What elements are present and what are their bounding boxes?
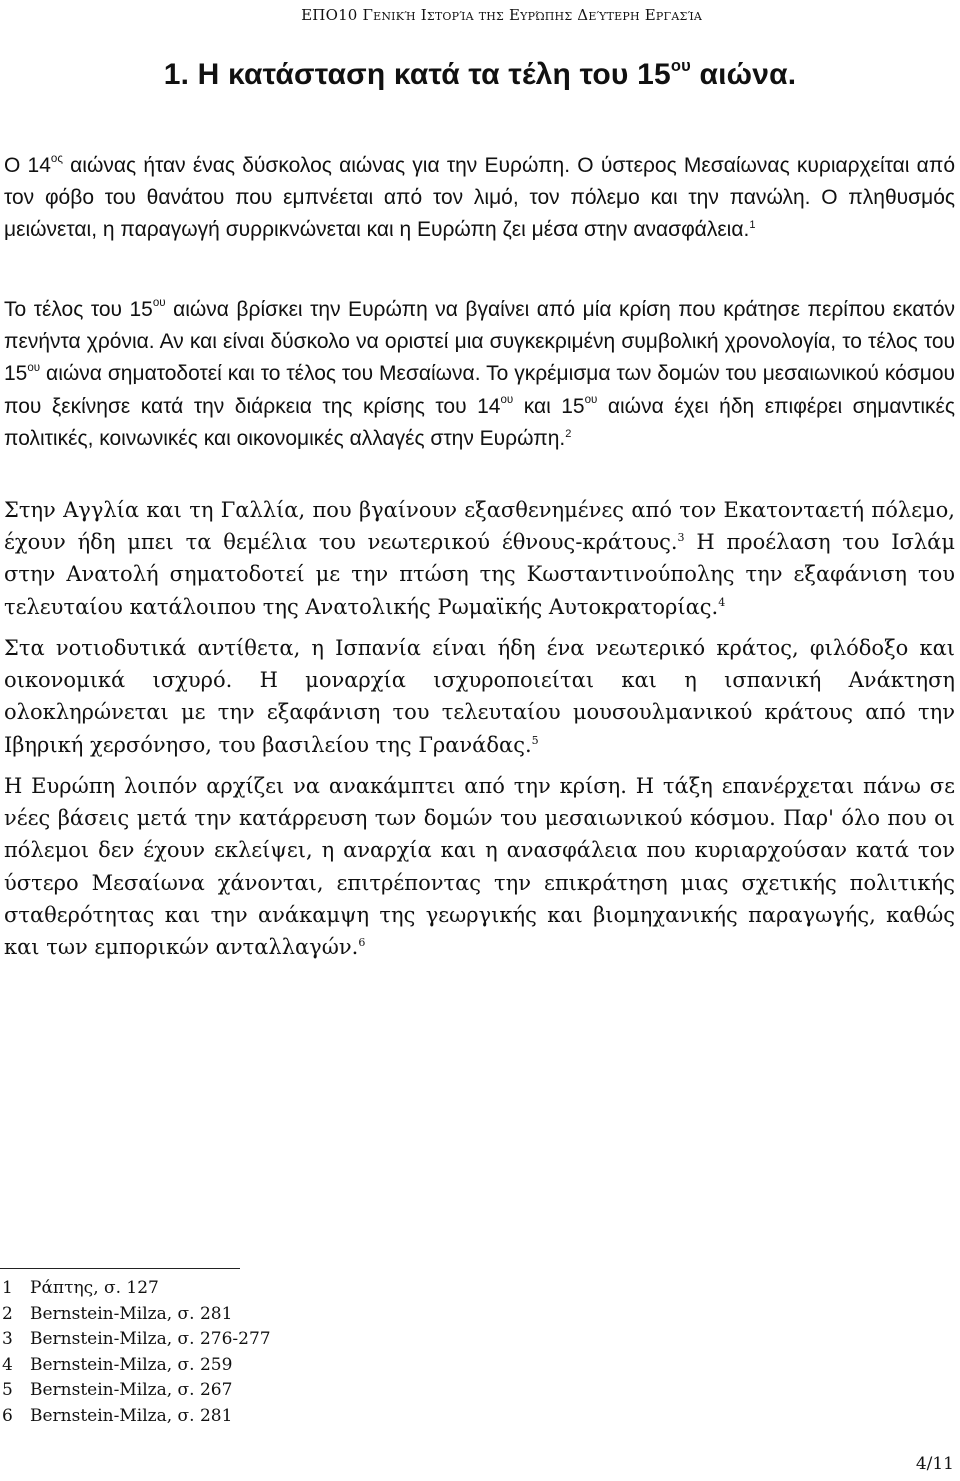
paragraph-1	[4, 150, 955, 247]
running-header: ΕΠΟ10 Γενική Ιστορία της Ευρώπης Δεύτερη Εργασία	[301, 6, 702, 24]
title-suffix: αιώνα.	[690, 58, 797, 91]
footnote-ref-6[interactable]: 6	[358, 936, 366, 950]
footnote-ref-5[interactable]: 5	[531, 733, 539, 747]
footnote-text: Bernstein-Milza, σ. 267	[30, 1380, 233, 1401]
p2-text-c: Αν και είναι δύσκολο να οριστεί μια συγκεκριμένη συμβολική χρονολογία, το τέλος του 15	[4, 330, 955, 386]
p5-text: Η Ευρώπη λοιπόν αρχίζει να ανακάμπτει από την κρίση. Η τάξη επανέρχεται πάνω σε νέες βάσεις μετά την κατάρρευση των δομών του μεσαιωνικού κόσμου. Παρ' όλο που οι πόλεμοι δεν έχουν εκλείψει, η αναρχία και η ανασφάλεια που κυριαρχούσαν κατά τον ύστερο Μεσαίωνα χάνονται, επιτρέποντας την επικράτηση μιας σχετικής πολιτικής σταθερότητας και την ανάκαμψη της γεωργικής και βιομηχανικής παραγωγής, καθώς και των εμπορικών ανταλλαγών.	[4, 774, 955, 960]
footnote-number: 3	[2, 1329, 13, 1350]
p2-superscript-c: ου	[27, 361, 41, 374]
footnote-ref-2[interactable]: 2	[565, 427, 572, 440]
footnote-number: 4	[2, 1354, 13, 1375]
footnotes-list	[2, 1276, 271, 1430]
p2-text-e: και 15	[513, 394, 585, 418]
footnote-number: 5	[2, 1380, 13, 1401]
footnote-item	[2, 1276, 271, 1302]
paragraph-4	[4, 632, 955, 761]
footnote-item	[2, 1404, 271, 1430]
page-number: 4/11	[915, 1454, 954, 1474]
footnote-item	[2, 1327, 271, 1353]
p2-text-d: αιώνα σηματοδοτεί και το τέλος του Μεσαίωνα. Το γκρέμισμα των δομών του μεσαιωνικού κόσμου που ξεκίνησε κατά την διάρκεια της κρίσης του 14	[4, 362, 955, 418]
paragraph-2	[4, 294, 955, 455]
title-superscript: ου	[670, 56, 691, 75]
footnote-ref-4[interactable]: 4	[718, 595, 726, 609]
footnote-item	[2, 1353, 271, 1379]
p2-text-f: αιώνα έχει ήδη επιφέρει σημαντικές πολιτικές, κοινωνικές και οικονομικές αλλαγές στην Ευρώπη.	[4, 394, 955, 450]
title-prefix: 1. Η κατάσταση κατά τα τέλη του 15	[163, 58, 671, 91]
footnote-text: Bernstein-Milza, σ. 281	[30, 1303, 233, 1324]
p2-superscript-d: ου	[500, 393, 514, 406]
paragraph-3	[4, 494, 955, 623]
p3-text-b: Η προέλαση του Ισλάμ στην Ανατολή σηματοδοτεί με την πτώση της Κωσταντινούπολης την εξαφάνιση του τελευταίου κατάλοιπου της Ανατολικής Ρωμαϊκής Αυτοκρατορίας.	[4, 530, 955, 619]
footnote-text: Ράπτης, σ. 127	[30, 1278, 159, 1298]
footnote-text: Bernstein-Milza, σ. 281	[30, 1405, 233, 1426]
footnote-number: 1	[2, 1278, 13, 1298]
p2-text-b: αιώνα βρίσκει την Ευρώπη να βγαίνει από μία κρίση που κράτησε περίπου εκατόν πενήντα χρόνια.	[4, 298, 955, 354]
p2-superscript-a: ου	[152, 297, 166, 310]
footnote-number: 2	[2, 1303, 13, 1324]
footnote-text: Bernstein-Milza, σ. 259	[30, 1354, 233, 1375]
p2-text-a: Το τέλος του 15	[4, 298, 153, 321]
section-title	[0, 58, 960, 92]
p1-text-a: Ο 14	[4, 154, 51, 177]
footnote-separator	[0, 1268, 240, 1269]
p1-superscript: ος	[50, 153, 63, 166]
p3-text-a: Στην Αγγλία και τη Γαλλία, που βγαίνουν εξασθενημένες από τον Εκατονταετή πόλεμο, έχουν ήδη μπει τα θεμέλια του νεωτερικού έθνους-κράτους.	[4, 498, 955, 555]
footnote-number: 6	[2, 1405, 13, 1426]
p2-superscript-e: ου	[584, 393, 598, 406]
p1-text-b: αιώνας ήταν ένας δύσκολος αιώνας για την Ευρώπη. Ο ύστερος Μεσαίωνας κυριαρχείται από τον φόβο του θανάτου που εμπνέεται από τον λιμό, τον πόλεμο και την πανώλη. Ο πληθυσμός μειώνεται, η παραγωγή συρρικνώνεται και η Ευρώπη ζει μέσα στην ανασφάλεια.	[4, 154, 955, 242]
footnote-ref-3[interactable]: 3	[677, 531, 685, 545]
paragraph-5	[4, 770, 955, 963]
p4-text: Στα νοτιοδυτικά αντίθετα, η Ισπανία είναι ήδη ένα νεωτερικό κράτος, φιλόδοξο και οικονομικά ισχυρό. Η μοναρχία ισχυροποιείται και η ισπανική Ανάκτηση ολοκληρώνεται με την εξαφάνιση του τελευταίου μουσουλμανικού κράτους από την Ιβηρική χερσόνησο, του βασιλείου της Γρανάδας.	[4, 636, 955, 757]
footnote-ref-1[interactable]: 1	[749, 219, 756, 232]
footnote-item	[2, 1378, 271, 1404]
footnote-item	[2, 1302, 271, 1328]
footnote-text: Bernstein-Milza, σ. 276-277	[30, 1329, 271, 1350]
